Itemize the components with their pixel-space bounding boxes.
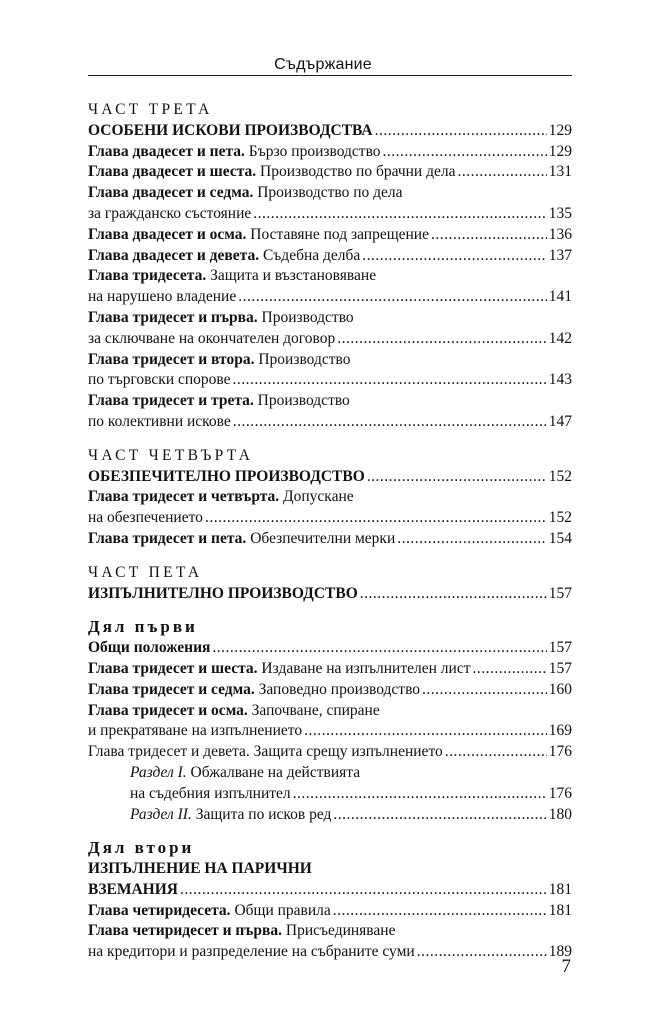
toc-entry-line <box>88 183 572 204</box>
chapter-title: Обезпечителни мерки <box>246 529 396 547</box>
toc-entry-text <box>88 309 354 326</box>
chapter-label: Глава тридесет и седма. <box>88 680 255 698</box>
chapter-title: Допускане <box>279 488 354 506</box>
part-heading: ЧАСТ ПЕТА <box>88 563 203 581</box>
toc-entry-text <box>88 246 360 267</box>
chapter-title: Защита и възстановяване <box>206 267 377 285</box>
chapter-title: Производство по брачни дела <box>256 163 456 181</box>
toc-page-number: 147 <box>548 412 572 430</box>
page-header-title: Съдържание <box>274 56 372 73</box>
toc-entry[interactable] <box>88 412 572 433</box>
chapter-label: ИЗПЪЛНЕНИЕ НА ПАРИЧНИ <box>88 860 312 878</box>
toc-entry-text <box>88 880 178 901</box>
dot-leader <box>422 680 547 701</box>
chapter-label: ВЗЕМАНИЯ <box>88 880 178 898</box>
toc-entry[interactable] <box>88 121 572 142</box>
toc-entry[interactable] <box>88 142 572 163</box>
dot-leader <box>253 204 546 225</box>
toc-page-number: 141 <box>548 288 572 306</box>
chapter-title: за сключване на окончателен договор <box>88 329 336 347</box>
dot-leader <box>205 508 547 529</box>
page-number: 7 <box>561 956 571 977</box>
chapter-title: Производство по дела <box>253 184 403 202</box>
chapter-title: Издаване на изпълнителен лист <box>257 659 471 677</box>
dot-leader <box>333 901 547 922</box>
toc-entry[interactable] <box>88 225 572 246</box>
toc-page-number: 189 <box>548 943 572 961</box>
chapter-label: Глава двадесет и осма. <box>88 225 247 243</box>
toc-entry[interactable] <box>88 742 572 763</box>
chapter-label: Глава четиридесета. <box>88 901 231 919</box>
toc-entry-line <box>88 701 572 722</box>
toc-entry-text <box>88 901 331 922</box>
section-gap <box>88 550 572 563</box>
toc-entry[interactable] <box>88 784 572 805</box>
toc-entry-text <box>130 805 331 826</box>
chapter-title: Съдебна делба <box>259 246 361 264</box>
toc-page-number: 135 <box>548 204 572 222</box>
chapter-title: на кредитори и разпределение на събраните суми <box>88 943 415 961</box>
toc-entry-text <box>88 659 470 680</box>
dot-leader <box>397 529 546 550</box>
chapter-title: Производство <box>253 392 350 410</box>
chapter-label: Глава четиридесет и първа. <box>88 922 283 940</box>
section-gap <box>88 604 572 617</box>
toc-entry-text <box>88 287 236 308</box>
chapter-title: Обжалване на действията <box>186 763 361 781</box>
toc-entry[interactable] <box>88 638 572 659</box>
toc-page-number: 157 <box>548 639 572 657</box>
chapter-label: Глава двадесет и пета. <box>88 142 245 160</box>
chapter-label: Глава тридесет и шеста. <box>88 659 258 677</box>
toc-page-number: 131 <box>548 163 572 181</box>
chapter-title: Присъединяване <box>282 922 396 940</box>
chapter-label: Глава тридесет и трета. <box>88 392 254 410</box>
chapter-title: на обезпечението <box>88 509 203 527</box>
part-heading: ЧАСТ ЧЕТВЪРТА <box>88 446 254 464</box>
toc-entry-line <box>88 308 572 329</box>
toc-entry-line <box>88 487 572 508</box>
chapter-title: Започване, спиране <box>247 701 380 719</box>
toc-entry[interactable] <box>88 204 572 225</box>
chapter-label: ИЗПЪЛНИТЕЛНО ПРОИЗВОДСТВО <box>88 584 358 602</box>
chapter-label: Глава тридесет и втора. <box>88 350 255 368</box>
toc-entry-line <box>88 921 572 942</box>
toc-page-number: 143 <box>548 371 572 389</box>
toc-page-number: 176 <box>548 743 572 761</box>
toc-entry-line <box>88 391 572 412</box>
toc-entry-text <box>88 467 365 488</box>
toc-page-number: 137 <box>548 246 572 264</box>
toc-page-number: 154 <box>548 529 572 547</box>
toc-page-number: 176 <box>548 784 572 802</box>
toc-entry-text <box>88 142 381 163</box>
toc-entry-text <box>88 162 455 183</box>
toc-entry[interactable] <box>88 805 572 826</box>
dot-leader <box>212 638 546 659</box>
toc-page-number: 157 <box>548 659 572 677</box>
toc-entry-text <box>88 742 443 763</box>
toc-page-number: 129 <box>548 121 572 139</box>
chapter-title: Заповедно производство <box>254 680 421 698</box>
toc-page-number: 181 <box>548 880 572 898</box>
dot-leader <box>457 162 546 183</box>
toc-entry-text <box>88 529 395 550</box>
dot-leader <box>293 784 547 805</box>
chapter-title: на съдебния изпълнител <box>130 784 291 802</box>
dot-leader <box>417 942 547 963</box>
toc-entry[interactable] <box>88 287 572 308</box>
toc-page-number: 152 <box>548 467 572 485</box>
dot-leader <box>367 467 547 488</box>
header-rule <box>88 75 572 76</box>
chapter-label: ОСОБЕНИ ИСКОВИ ПРОИЗВОДСТВА <box>88 121 373 139</box>
toc-entry[interactable] <box>88 880 572 901</box>
dot-leader <box>472 659 546 680</box>
chapter-label: Глава тридесета. <box>88 267 207 285</box>
toc-entry[interactable] <box>88 246 572 267</box>
dot-leader <box>333 805 546 826</box>
toc-entry[interactable] <box>88 162 572 183</box>
chapter-title: Поставяне под запрещение <box>246 225 429 243</box>
toc-page-number: 136 <box>548 225 572 243</box>
toc-entry-text <box>130 784 291 805</box>
chapter-title: и прекратяване на изпълнението <box>88 722 303 740</box>
division-heading: Дял втори <box>88 838 195 858</box>
dot-leader <box>362 246 546 267</box>
chapter-label: Глава тридесет и осма. <box>88 701 248 719</box>
toc-entry-text <box>88 392 350 409</box>
dot-leader <box>233 370 547 391</box>
toc-entry-text <box>88 351 350 368</box>
chapter-label: Глава тридесет и пета. <box>88 529 247 547</box>
toc-entry-text <box>88 942 415 963</box>
chapter-title: Общи правила <box>230 901 331 919</box>
toc-entry-line <box>88 763 572 784</box>
toc-entry-text <box>88 204 251 225</box>
toc-entry-line <box>88 266 572 287</box>
toc-entry-text <box>88 267 376 284</box>
toc-entry[interactable] <box>88 901 572 922</box>
toc-entry[interactable] <box>88 721 572 742</box>
toc-entry[interactable] <box>88 508 572 529</box>
division-heading: Дял първи <box>88 617 198 637</box>
chapter-label: Глава двадесет и седма. <box>88 184 254 202</box>
toc-entry-text <box>88 412 231 433</box>
chapter-title: на нарушено владение <box>88 288 237 306</box>
chapter-label: Глава двадесет и шеста. <box>88 163 257 181</box>
chapter-title: Бързо производство <box>244 142 381 160</box>
section-gap <box>88 825 572 838</box>
toc-entry[interactable] <box>88 529 572 550</box>
chapter-label: Глава тридесет и четвърта. <box>88 488 280 506</box>
toc-entry-text <box>88 922 395 939</box>
chapter-label: Общи положения <box>88 639 211 657</box>
toc-page-number: 181 <box>548 901 572 919</box>
dot-leader <box>431 225 547 246</box>
chapter-label: ОБЕЗПЕЧИТЕЛНО ПРОИЗВОДСТВО <box>88 467 365 485</box>
chapter-title: Производство <box>254 350 351 368</box>
toc-entry-text <box>88 638 210 659</box>
chapter-label: Глава тридесет и първа. <box>88 308 258 326</box>
toc-entry-text <box>88 508 203 529</box>
toc-entry-text <box>88 329 335 350</box>
toc-page-number: 142 <box>548 329 572 347</box>
toc-entry-text <box>88 680 420 701</box>
dot-leader <box>238 287 547 308</box>
toc-entry[interactable] <box>88 584 572 605</box>
toc-page-number: 129 <box>548 142 572 160</box>
toc-entry-text <box>88 184 403 201</box>
dot-leader <box>360 584 547 605</box>
toc-page-number: 169 <box>548 722 572 740</box>
chapter-title: по колективни искове <box>88 412 231 430</box>
toc-entry-text <box>88 225 429 246</box>
toc-entry-text <box>88 584 358 605</box>
section-gap <box>88 433 572 446</box>
toc-entry-text <box>88 721 302 742</box>
section-label: Раздел I. <box>130 763 187 781</box>
chapter-label: Глава двадесет и девета. <box>88 246 260 264</box>
chapter-title: Производство <box>257 308 354 326</box>
toc-entry-text <box>88 860 312 877</box>
toc-entry[interactable] <box>88 942 572 963</box>
chapter-title: Защита по исков ред <box>191 805 332 823</box>
dot-leader <box>180 880 547 901</box>
chapter-title: за гражданско състояние <box>88 204 252 222</box>
dot-leader <box>304 721 547 742</box>
toc-entry-text <box>88 370 231 391</box>
toc-entry[interactable] <box>88 467 572 488</box>
toc-entry[interactable] <box>88 329 572 350</box>
toc-entry-line <box>88 859 572 880</box>
toc-page-number: 157 <box>548 584 572 602</box>
toc-entry-text <box>130 764 360 781</box>
toc-entry-text <box>88 121 373 142</box>
toc-entry-text <box>88 488 354 505</box>
dot-leader <box>383 142 547 163</box>
table-of-contents <box>88 100 572 963</box>
toc-entry-text <box>88 702 380 719</box>
toc-entry-line <box>88 350 572 371</box>
dot-leader <box>233 412 547 433</box>
dot-leader <box>375 121 547 142</box>
chapter-title: по търговски спорове <box>88 371 231 389</box>
chapter-title: Глава тридесет и девета. Защита срещу изпълнението <box>88 743 443 761</box>
section-label: Раздел II. <box>130 805 192 823</box>
dot-leader <box>445 742 547 763</box>
toc-entry[interactable] <box>88 370 572 391</box>
dot-leader <box>337 329 547 350</box>
toc-page-number: 160 <box>548 680 572 698</box>
toc-entry[interactable] <box>88 659 572 680</box>
part-heading: ЧАСТ ТРЕТА <box>88 101 213 118</box>
toc-entry[interactable] <box>88 680 572 701</box>
toc-page-number: 180 <box>548 805 572 823</box>
toc-page-number: 152 <box>548 509 572 527</box>
